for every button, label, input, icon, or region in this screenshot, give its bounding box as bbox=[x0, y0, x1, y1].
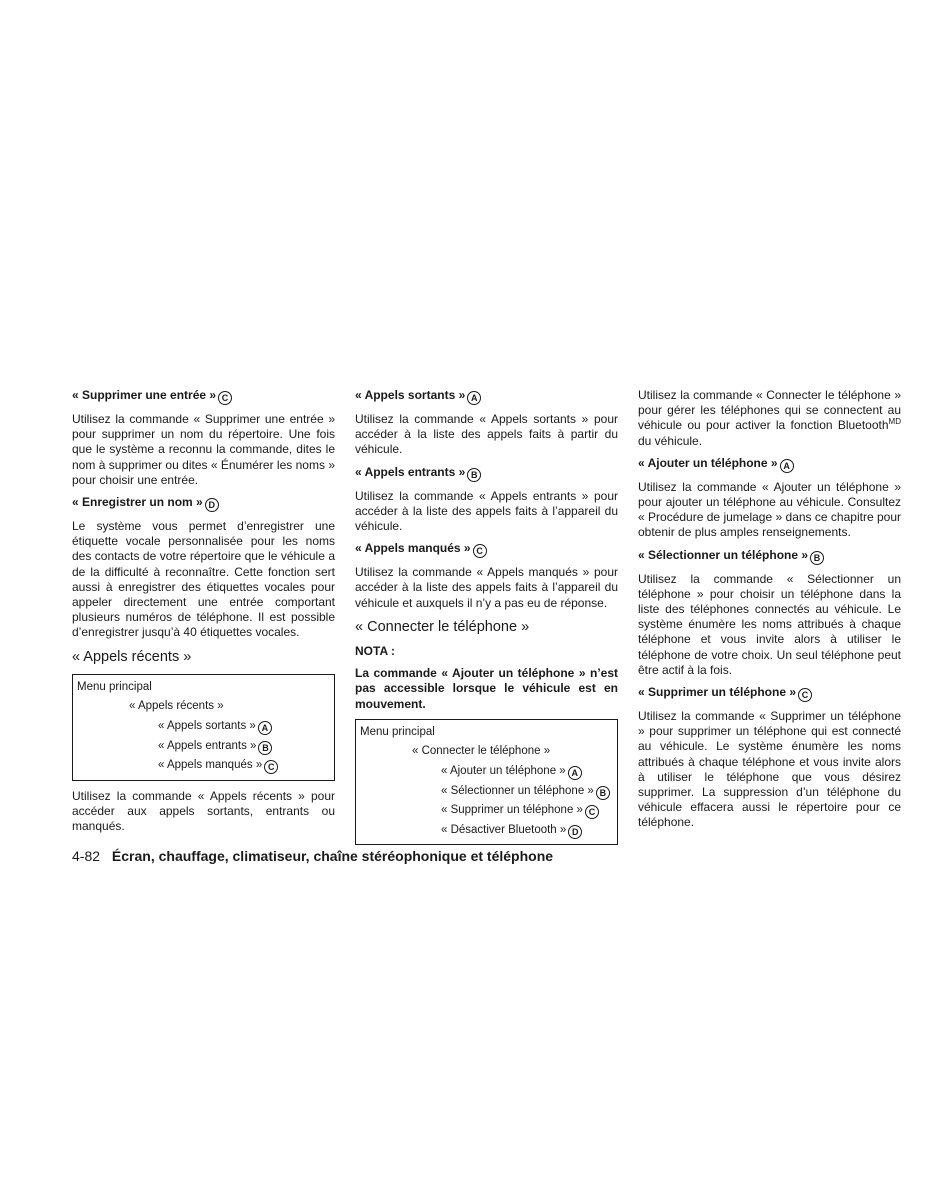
menu-item-ajouter-telephone: « Ajouter un téléphone » A bbox=[360, 762, 613, 782]
marker-b-icon: B bbox=[810, 551, 824, 565]
marker-a-icon: A bbox=[568, 766, 582, 780]
paragraph-connecter-intro: Utilisez la commande « Connecter le téléphone » pour gérer les téléphones qui se connectent au véhicule ou pour activer la fonction Bluetooth$^{MD}$ du véhicule. bbox=[638, 388, 901, 448]
marker-c-icon: C bbox=[218, 391, 232, 405]
menu-item-appels-entrants: « Appels entrants » B bbox=[77, 737, 330, 757]
marker-b-icon: B bbox=[258, 741, 272, 755]
marker-a-icon: A bbox=[258, 721, 272, 735]
marker-c-icon: C bbox=[798, 688, 812, 702]
menu-item-supprimer-telephone: « Supprimer un téléphone » C bbox=[360, 801, 613, 821]
page-footer bbox=[72, 848, 553, 864]
menu-diagram-connecter-telephone bbox=[355, 719, 618, 846]
marker-a-icon: A bbox=[780, 459, 794, 473]
marker-c-icon: C bbox=[264, 760, 278, 774]
paragraph-ajouter-telephone: Utilisez la commande « Ajouter un téléphone » pour ajouter un téléphone au véhicule. Consultez « Procédure de jumelage » dans ce chapitre pour obtenir de plus amples renseignements. bbox=[638, 479, 901, 540]
menu-item-appels-sortants: « Appels sortants » A bbox=[77, 717, 330, 737]
menu-item-appels-manques: « Appels manqués » C bbox=[77, 756, 330, 776]
marker-a-icon: A bbox=[467, 391, 481, 405]
marker-b-icon: B bbox=[467, 468, 481, 482]
heading-appels-entrants: « Appels entrants » B bbox=[355, 465, 618, 482]
paragraph-selectionner-telephone: Utilisez la commande « Sélectionner un téléphone » pour choisir un téléphone dans la liste des téléphones connectés au véhicule. Le système énumère les noms attribués à chaque téléphone et vous invite alors à utiliser le téléphone de votre choix. Un seul téléphone peut être actif à la fois. bbox=[638, 571, 901, 677]
menu-level1: « Appels récents » bbox=[129, 700, 224, 713]
paragraph-supprimer-entree: Utilisez la commande « Supprimer une entrée » pour supprimer un nom du répertoire. Une fois que le système a reconnu la commande, dites le nom à supprimer ou dites « Énumérer les noms » pour choisir une entrée. bbox=[72, 412, 335, 487]
menu-item-selectionner-telephone: « Sélectionner un téléphone » B bbox=[360, 782, 613, 802]
heading-supprimer-telephone: « Supprimer un téléphone » C bbox=[638, 685, 901, 702]
menu-root: Menu principal bbox=[360, 725, 435, 738]
menu-diagram-appels-recents bbox=[72, 674, 335, 781]
marker-c-icon: C bbox=[585, 805, 599, 819]
paragraph-supprimer-telephone: Utilisez la commande « Supprimer un téléphone » pour supprimer un téléphone qui est connecté au véhicule. Le système énumère les noms attribués à chaque téléphone et vous invite alors à utiliser le téléphone que vous désirez supprimer. La suppression d’un téléphone du véhicule effacera aussi le répertoire pour ce téléphone. bbox=[638, 709, 901, 830]
section-title-connecter-telephone: « Connecter le téléphone » bbox=[355, 618, 530, 635]
paragraph-appels-manques: Utilisez la commande « Appels manqués » pour accéder à la liste des appels faits à l’appareil du véhicule et auxquels il n’y a pas eu de réponse. bbox=[355, 565, 618, 610]
heading-supprimer-entree: « Supprimer une entrée » C bbox=[72, 388, 335, 405]
heading-enregistrer-nom: « Enregistrer un nom » D bbox=[72, 495, 335, 512]
paragraph-appels-recents: Utilisez la commande « Appels récents » pour accéder aux appels sortants, entrants ou manqués. bbox=[72, 788, 335, 834]
column-right bbox=[638, 388, 901, 838]
nota-label: NOTA : bbox=[355, 644, 395, 659]
marker-b-icon: B bbox=[596, 786, 610, 800]
menu-root: Menu principal bbox=[77, 680, 152, 693]
marker-d-icon: D bbox=[205, 498, 219, 512]
heading-selectionner-telephone: « Sélectionner un téléphone » B bbox=[638, 548, 901, 565]
menu-item-desactiver-bluetooth: « Désactiver Bluetooth » D bbox=[360, 821, 613, 841]
heading-appels-manques: « Appels manqués » C bbox=[355, 541, 618, 558]
paragraph-appels-entrants: Utilisez la commande « Appels entrants » pour accéder à la liste des appels faits à l’appareil du véhicule. bbox=[355, 488, 618, 534]
nota-text: La commande « Ajouter un téléphone » n’est pas accessible lorsque le véhicule est en mouvement. bbox=[355, 666, 618, 711]
chapter-title: Écran, chauffage, climatiseur, chaîne stéréophonique et téléphone bbox=[111, 848, 554, 864]
heading-appels-sortants: « Appels sortants » A bbox=[355, 388, 618, 405]
menu-level1: « Connecter le téléphone » bbox=[412, 745, 551, 758]
marker-d-icon: D bbox=[568, 825, 582, 839]
marker-c-icon: C bbox=[473, 544, 487, 558]
trademark-superscript: MD bbox=[888, 417, 901, 427]
column-left bbox=[72, 388, 335, 841]
column-middle bbox=[355, 388, 618, 853]
page-number: 4-82 bbox=[72, 848, 101, 864]
heading-ajouter-telephone: « Ajouter un téléphone » A bbox=[638, 456, 901, 473]
paragraph-appels-sortants: Utilisez la commande « Appels sortants » pour accéder à la liste des appels faits à partir du véhicule. bbox=[355, 412, 618, 457]
paragraph-enregistrer-nom: Le système vous permet d’enregistrer une étiquette vocale personnalisée pour les noms des contacts de votre répertoire que le véhicule a de la difficulté à reconnaître. Cette fonction sert aussi à enregistrer des étiquettes vocales pour appeler directement une entrée comportant plusieurs numéros de téléphone. Il est possible d’enregistrer jusqu’à 40 étiquettes vocales. bbox=[72, 519, 335, 640]
section-title-appels-recents: « Appels récents » bbox=[72, 648, 192, 665]
